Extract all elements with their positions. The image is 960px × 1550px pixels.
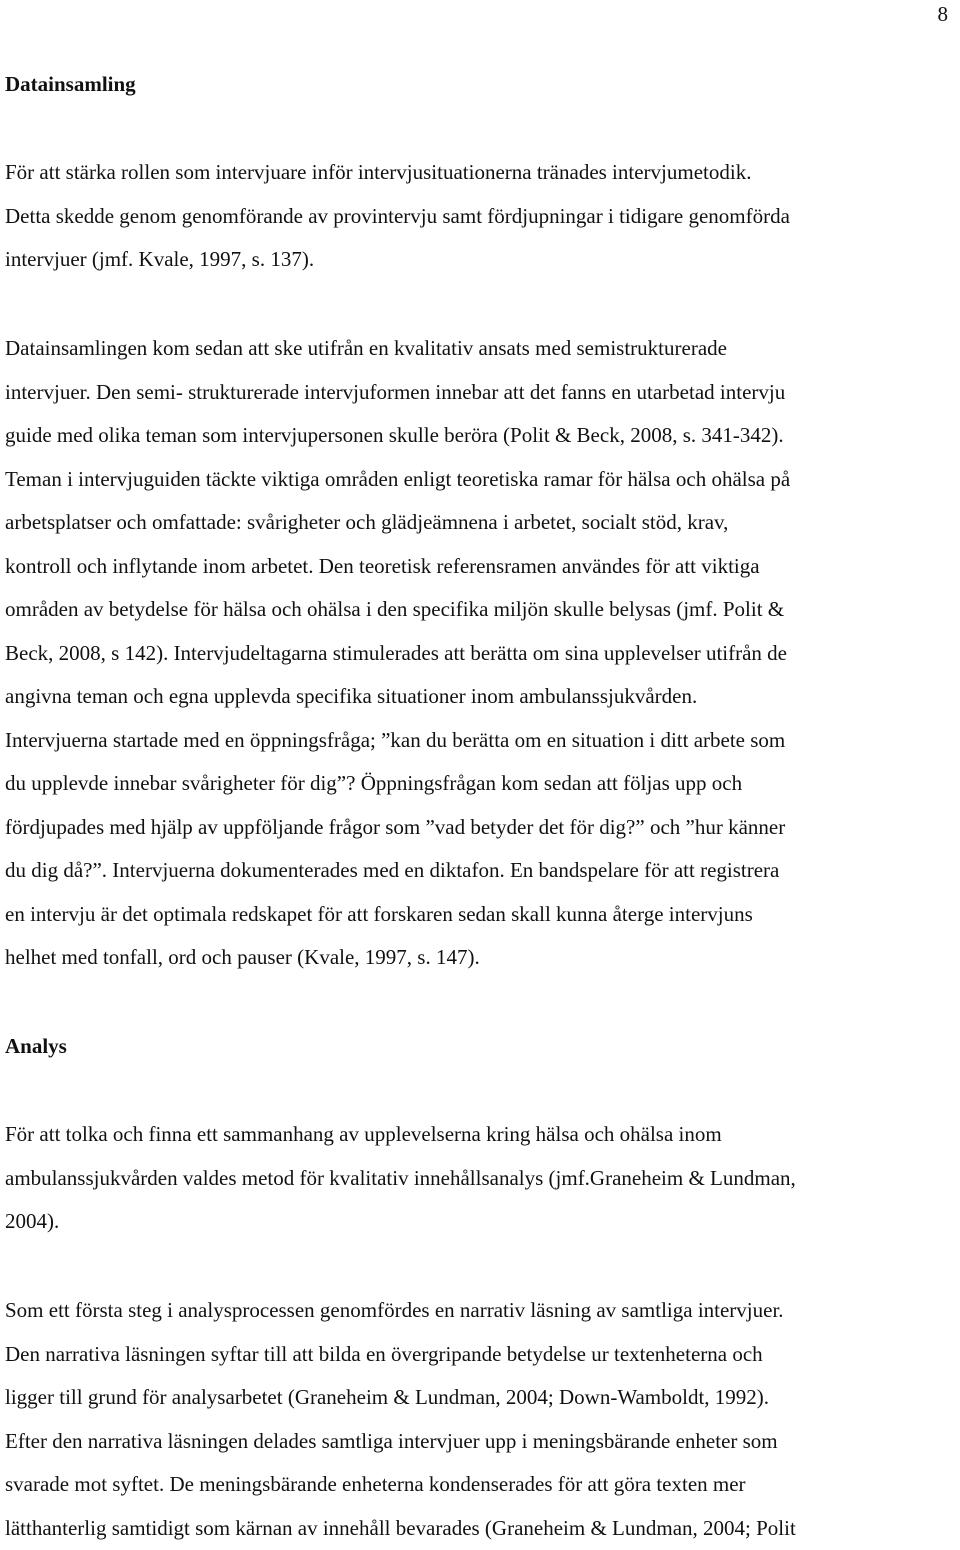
text-line: intervjuer. Den semi- strukturerade intervjuformen innebar att det fanns en utarbetad intervju [5,371,955,415]
text-line: arbetsplatser och omfattade: svårigheter och glädjeämnena i arbetet, socialt stöd, krav, [5,501,955,545]
text-line: 2004). [5,1200,955,1244]
text-line: intervjuer (jmf. Kvale, 1997, s. 137). [5,238,955,282]
section-heading-analys: Analys [5,1034,67,1059]
text-line: Datainsamlingen kom sedan att ske utifrån en kvalitativ ansats med semistrukturerade [5,327,955,371]
paragraph [5,1289,955,1550]
text-line: ligger till grund för analysarbetet (Graneheim & Lundman, 2004; Down-Wamboldt, 1992). [5,1376,955,1420]
text-line: du upplevde innebar svårigheter för dig”? Öppningsfrågan kom sedan att följas upp och [5,762,955,806]
section-heading-datainsamling: Datainsamling [5,72,136,97]
paragraph [5,151,955,282]
text-line: angivna teman och egna upplevda specifika situationer inom ambulanssjukvården. [5,675,955,719]
text-line: helhet med tonfall, ord och pauser (Kvale, 1997, s. 147). [5,936,955,980]
text-line: du dig då?”. Intervjuerna dokumenterades med en diktafon. En bandspelare för att registrera [5,849,955,893]
page-number: 8 [938,2,949,27]
paragraph [5,1113,955,1244]
text-line: Intervjuerna startade med en öppningsfråga; ”kan du berätta om en situation i ditt arbete som [5,719,955,763]
text-line: områden av betydelse för hälsa och ohälsa i den specifika miljön skulle belysas (jmf. Polit & [5,588,955,632]
text-line: Beck, 2008, s 142). Intervjudeltagarna stimulerades att berätta om sina upplevelser utifrån de [5,632,955,676]
text-line: lätthanterlig samtidigt som kärnan av innehåll bevarades (Graneheim & Lundman, 2004; Polit [5,1507,955,1550]
text-line: fördjupades med hjälp av uppföljande frågor som ”vad betyder det för dig?” och ”hur känner [5,806,955,850]
text-line: svarade mot syftet. De meningsbärande enheterna kondenserades för att göra texten mer [5,1463,955,1507]
text-line: Teman i intervjuguiden täckte viktiga områden enligt teoretiska ramar för hälsa och ohälsa på [5,458,955,502]
text-line: Den narrativa läsningen syftar till att bilda en övergripande betydelse ur textenheterna och [5,1333,955,1377]
text-line: ambulanssjukvården valdes metod för kvalitativ innehållsanalys (jmf.Graneheim & Lundman, [5,1157,955,1201]
text-line: kontroll och inflytande inom arbetet. Den teoretisk referensramen användes för att viktiga [5,545,955,589]
text-line: För att tolka och finna ett sammanhang av upplevelserna kring hälsa och ohälsa inom [5,1113,955,1157]
text-line: Efter den narrativa läsningen delades samtliga intervjuer upp i meningsbärande enheter som [5,1420,955,1464]
text-line: Detta skedde genom genomförande av provintervju samt fördjupningar i tidigare genomförda [5,195,955,239]
text-line: För att stärka rollen som intervjuare inför intervjusituationerna tränades intervjumetodik. [5,151,955,195]
paragraph [5,327,955,980]
text-line: guide med olika teman som intervjupersonen skulle beröra (Polit & Beck, 2008, s. 341-342). [5,414,955,458]
text-line: Som ett första steg i analysprocessen genomfördes en narrativ läsning av samtliga intervjuer. [5,1289,955,1333]
text-line: en intervju är det optimala redskapet för att forskaren sedan skall kunna återge intervjuns [5,893,955,937]
